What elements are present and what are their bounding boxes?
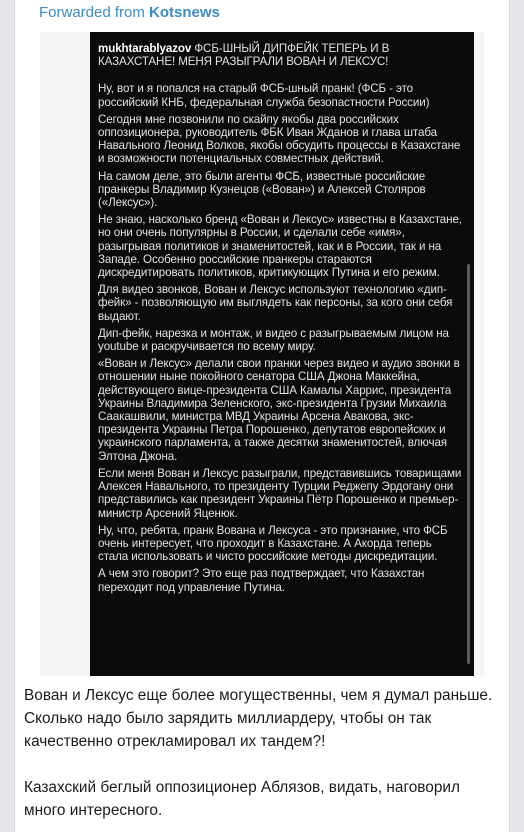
- post-paragraph: Для видео звонков, Вован и Лексус используют технологию «дип-фейк» - позволяющую им выглядеть как персоны, за кого они себя выдают.: [98, 283, 453, 323]
- post-username: mukhtarablyazov: [98, 42, 192, 55]
- forwarded-header[interactable]: [39, 4, 220, 22]
- post-paragraph: А чем это говорит? Это еще раз подтверждает, что Казахстан переходит под управление Путина.: [98, 567, 425, 594]
- caption-paragraph: Казахский беглый оппозиционер Аблязов, видать, наговорил много интересного.: [24, 779, 460, 819]
- post-headline: ФСБ-ШНЫЙ ДИПФЕЙК ТЕПЕРЬ И В КАЗАХСТАНЕ! МЕНЯ РАЗЫГРАЛИ ВОВАН И ЛЕКСУС!: [98, 42, 390, 69]
- post-paragraph: Дип-фейк, нарезка и монтаж, и видео с разыгрываемым лицом на youtube и раскручивается по всему миру.: [98, 326, 449, 354]
- post-paragraph: Не знаю, насколько бренд «Вован и Лексус» известны в Казахстане, но они очень популярны в России, и сделали себе «имя», разыгрывая политиков и знаменитостей, как и в России, так и на Западе. Особенно российские пранкеры стараются дискредитировать политиков, критикующих Путина и его режим.: [98, 213, 462, 280]
- post-paragraph: Если меня Вован и Лексус разыграли, представившись товарищами Алексея Навального, то президенту Турции Реджепу Эрдогану они представились как президент Украины Пётр Порошенко и премьер-министр Арсений Яценюк.: [98, 466, 462, 520]
- post-text: [98, 42, 462, 598]
- post-paragraph: «Вован и Лексус» делали свои пранки через видео и аудио звонки в отношении ныне покойного сенатора США Джона Маккейна, действующего вице-президента США Камалы Харрис, президента Украины Владимира Зеленского, экс-президента Грузии Михаила Саакашвили, министра МВД Украины Арсена Авакова, экс-президента Украины Петра Порошенко, депутатов европейских и украинского парламента, а также десятки знаменитостей, влючая Элтона Джона.: [98, 357, 460, 463]
- post-paragraph: Ну, вот и я попался на старый ФСБ-шный пранк! (ФСБ - это российский КНБ, федеральная служба безопастности России): [98, 82, 430, 109]
- forwarded-source-link[interactable]: Kotsnews: [149, 4, 220, 21]
- screenshot-media[interactable]: [40, 32, 484, 676]
- post-scrollbar[interactable]: [467, 264, 470, 664]
- post-paragraph: На самом деле, это были агенты ФСБ, известные российские пранкеры Владимир Кузнецов («Вован») и Алексей Столяров («Лексус»).: [98, 169, 426, 210]
- instagram-post-screenshot: [90, 32, 474, 676]
- post-header: [98, 42, 462, 68]
- post-paragraph: Ну, что, ребята, пранк Вована и Лексуса - это признание, что ФСБ очень интересует, что проходит в Казахстане. А Акорда теперь стала использовать и чисто российские методы дискредитации.: [98, 523, 448, 564]
- forwarded-prefix: Forwarded from: [39, 4, 145, 21]
- message-caption: [24, 684, 494, 822]
- caption-paragraph: Вован и Лексус еще более могущественны, чем я думал раньше. Сколько надо было зарядить миллиардеру, чтобы он так качественно отрекламировал их тандем?!: [24, 687, 493, 750]
- post-paragraph: Сегодня мне позвонили по скайпу якобы два российских оппозиционера, руководитель ФБК Иван Жданов и глава штаба Навального Леонид Волков, якобы обсудить процессы в Казахстане и возможности потенциальных совместных действий.: [98, 112, 461, 166]
